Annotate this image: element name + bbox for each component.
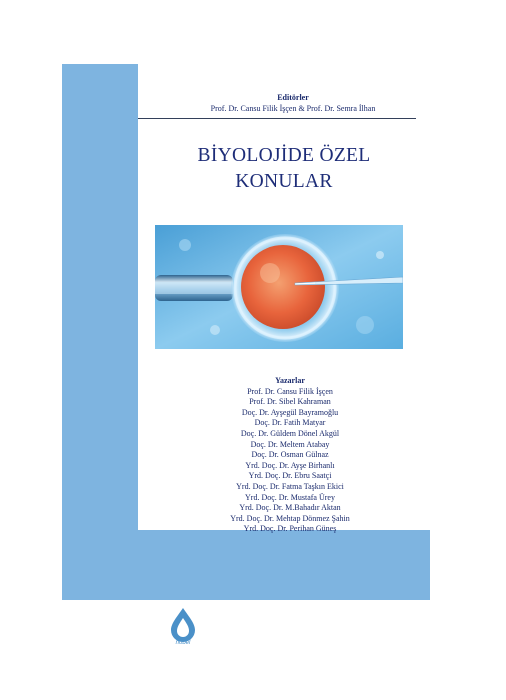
author-line: Doç. Dr. Osman Gülnaz — [251, 450, 329, 460]
author-line: Doç. Dr. Ayşegül Bayramoğlu — [241, 407, 339, 417]
editors-divider — [138, 118, 416, 119]
editors-heading: Editörler — [277, 93, 309, 102]
author-line: Yrd. Doç. Dr. Fatma Taşkın Ekici — [236, 481, 344, 491]
author-line: Doç. Dr. Meltem Atabay — [250, 439, 330, 449]
book-title — [138, 143, 430, 195]
author-line: Yrd. Doç. Dr. Ayşe Birhanlı — [245, 460, 335, 470]
author-line: Yrd. Doç. Dr. Perihan Güneş — [243, 524, 337, 534]
authors-block — [190, 376, 390, 535]
cover-photo-ivf — [155, 225, 403, 349]
editors-block — [170, 93, 416, 114]
cover-band-bottom — [138, 530, 430, 600]
publisher-logo — [166, 606, 200, 646]
cover-band-left — [62, 64, 138, 600]
title-line-1: BİYOLOJİDE ÖZEL — [197, 145, 371, 166]
publisher-logo-text: nobel — [175, 640, 191, 646]
author-line: Yrd. Doç. Dr. Mustafa Ürey — [245, 492, 335, 502]
author-line: Prof. Dr. Cansu Filik İşçen — [247, 386, 333, 396]
author-line: Prof. Dr. Sibel Kahraman — [249, 397, 331, 407]
author-line: Doç. Dr. Fatih Matyar — [254, 418, 326, 428]
author-line: Yrd. Doç. Dr. M.Bahadır Aktan — [239, 503, 341, 513]
author-line: Yrd. Doç. Dr. Mehtap Dönmez Şahin — [230, 513, 350, 523]
editors-names: Prof. Dr. Cansu Filik İşçen & Prof. Dr. Semra İlhan — [210, 103, 376, 113]
author-line: Doç. Dr. Güldem Dönel Akgül — [240, 428, 340, 438]
authors-heading: Yazarlar — [275, 376, 305, 385]
title-line-2: KONULAR — [235, 171, 333, 192]
author-line: Yrd. Doç. Dr. Ebru Saatçi — [248, 471, 332, 481]
